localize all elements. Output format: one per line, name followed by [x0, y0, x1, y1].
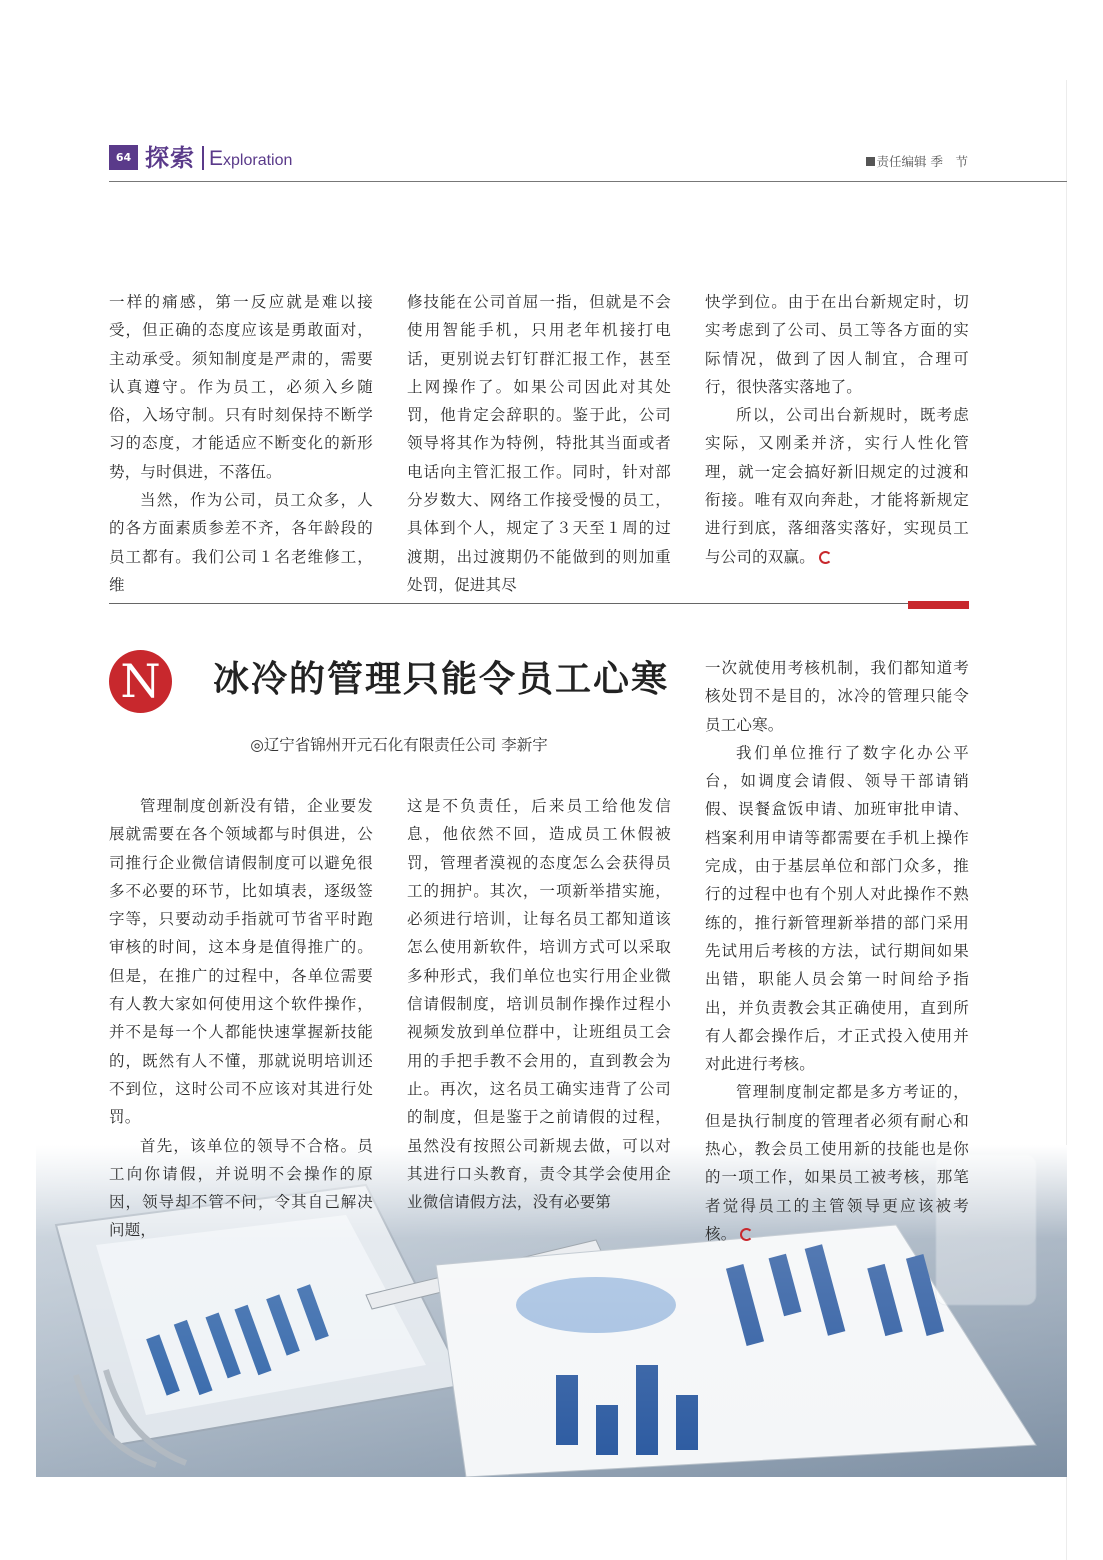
- paragraph: 当然，作为公司，员工众多，人的各方面素质参差不齐，各年龄段的员工都有。我们公司１名老维修工，维: [109, 491, 373, 594]
- article2-column-2: [407, 792, 671, 1216]
- paragraph-with-endmark: [705, 1078, 969, 1248]
- article2-column-1: [109, 792, 373, 1245]
- section-title-en: [209, 148, 292, 172]
- paragraph-text: 管理制度制定都是多方考证的，但是执行制度的管理者必须有耐心和热心，教会员工使用新的技能也是你的一项工作，如果员工被考核，那笔者觉得员工的主管领导更应该被考核。: [705, 1083, 969, 1243]
- section-title-en-initial: E: [209, 147, 224, 170]
- column-logo: N: [109, 650, 172, 713]
- article-byline: ◎辽宁省锦州开元石化有限责任公司 李新宇: [250, 736, 548, 754]
- page-number: 64: [109, 145, 138, 170]
- section-divider: [202, 146, 204, 170]
- paragraph: 管理制度创新没有错，企业要发展就需要在各个领域都与时俱进，公司推行企业微信请假制度可以避免很多不必要的环节，比如填表，逐级签字等，只要动动手指就可节省平时跑审核的时间，这本身是值得推广的。但是，在推广的过程中，各单位需要有人教大家如何使用这个软件操作，并不是每一个人都能快速掌握新技能的，既然有人不懂，那就说明培训还不到位，这时公司不应该对其进行处罚。: [109, 797, 373, 1127]
- paragraph: 一样的痛感，第一反应就是难以接受，但正确的态度应该是勇敢面对，主动承受。须知制度是严肃的，需要认真遵守。作为员工，必须入乡随俗，入场守制。只有时刻保持不断学习的态度，才能适应不断变化的新形势，与时俱进，不落伍。: [109, 293, 373, 481]
- paragraph: 首先，该单位的领导不合格。员工向你请假，并说明不会操作的原因，领导却不管不问，令其自己解决问题，: [109, 1136, 373, 1240]
- page-header: [109, 140, 1067, 182]
- paragraph: 我们单位推行了数字化办公平台，如调度会请假、领导干部请销假、误餐盒饭申请、加班审批申请、档案利用申请等都需要在手机上操作完成，由于基层单位和部门众多，推行的过程中也有个别人对此操作不熟练的，推行新管理新举措的部门采用先试用后考核的方法，试行期间如果出错，职能人员会第一时间给予指出，并负责教会其正确使用，直到所有人都会操作后，才正式投入使用并对此进行考核。: [705, 743, 969, 1074]
- article1-column-1: [109, 288, 373, 599]
- paragraph-with-endmark: [705, 401, 969, 571]
- paragraph: 一次就使用考核机制，我们都知道考核处罚不是目的，冰冷的管理只能令员工心寒。: [705, 659, 969, 734]
- article1-column-2: [407, 288, 671, 599]
- paragraph: 快学到位。由于在出台新规定时，切实考虑到了公司、员工等各方面的实际情况，做到了因人制宜，合理可行，很快落实落地了。: [705, 293, 969, 396]
- section-title-cn: 探索: [145, 144, 195, 172]
- article2-column-3: [705, 654, 969, 1248]
- end-mark-icon: [740, 1228, 753, 1241]
- article1-column-3: [705, 288, 969, 571]
- article-separator: [109, 603, 969, 604]
- article-title: 冰冷的管理只能令员工心寒: [213, 658, 670, 700]
- paragraph: 修技能在公司首屈一指，但就是不会使用智能手机，只用老年机接打电话，更别说去钉钉群汇报工作，甚至上网操作了。如果公司因此对其处罚，他肯定会辞职的。鉴于此，公司领导将其作为特例，特批其当面或者电话向主管汇报工作。同时，针对部分岁数大、网络工作接受慢的员工，具体到个人，规定了３天至１周的过渡期，出过渡期仍不能做到的则加重处罚，促进其尽: [407, 293, 671, 594]
- separator-accent: [908, 601, 969, 609]
- paragraph-text: 所以，公司出台新规时，既考虑实际，又刚柔并济，实行人性化管理，就一定会搞好新旧规定的过渡和衔接。唯有双向奔赴，才能将新规定进行到底，落细落实落好，实现员工与公司的双赢。: [705, 406, 969, 566]
- paragraph: 这是不负责任，后来员工给他发信息，他依然不回，造成员工休假被罚，管理者漠视的态度怎么会获得员工的拥护。其次，一项新举措实施，必须进行培训，让每名员工都知道该怎么使用新软件，培训方式可以采取多种形式，我们单位也实行用企业微信请假制度，培训员制作操作过程小视频发放到单位群中，让班组员工会用的手把手教不会用的，直到教会为止。再次，这名员工确实违背了公司的制度，但是鉴于之前请假的过程，虽然没有按照公司新规去做，可以对其进行口头教育，责令其学会使用企业微信请假方法，没有必要第: [407, 797, 671, 1212]
- square-bullet-icon: [866, 157, 875, 166]
- section-title-en-rest: xploration: [223, 152, 293, 169]
- end-mark-icon: [819, 551, 832, 564]
- editor-credit-text: 责任编辑 季 节: [876, 154, 968, 169]
- header-rule: [109, 181, 1067, 182]
- editor-credit: [866, 152, 968, 170]
